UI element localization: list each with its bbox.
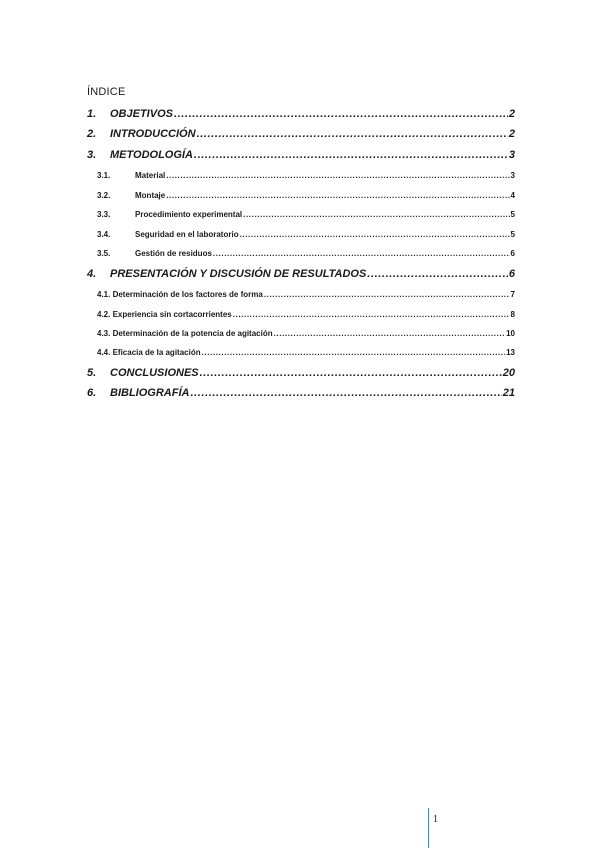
toc-heading: ÍNDICE xyxy=(87,86,126,98)
toc-entry-number: 3.2. xyxy=(97,191,111,200)
toc-entry-eficacia-agitacion[interactable] xyxy=(87,348,515,357)
toc-entry-number: 3.5. xyxy=(97,249,111,258)
toc-entry-page: 7 xyxy=(510,290,515,299)
toc-entry-title: 4.4. Eficacia de la agitación xyxy=(97,348,201,357)
toc-entry-page: 2 xyxy=(508,108,515,120)
toc-leader-dots xyxy=(274,329,505,338)
toc-entry-number: 4. xyxy=(87,268,97,280)
toc-entry-number: 3. xyxy=(87,149,97,161)
toc-entry-number: 5. xyxy=(87,367,97,379)
toc-entry-page: 6 xyxy=(508,268,515,280)
toc-entry-page: 13 xyxy=(506,348,515,357)
toc-entry-factores-forma[interactable] xyxy=(87,290,515,299)
toc-entry-seguridad[interactable] xyxy=(87,230,515,239)
toc-entry-title: 4.3. Determinación de la potencia de agitación xyxy=(97,329,273,338)
toc-leader-dots xyxy=(166,171,509,180)
toc-leader-dots xyxy=(264,290,510,299)
toc-entry-title: OBJETIVOS xyxy=(110,108,173,120)
toc-entry-title: METODOLOGÍA xyxy=(110,149,193,161)
toc-leader-dots xyxy=(367,268,508,280)
page-number: 1 xyxy=(433,814,438,825)
toc-entry-page: 10 xyxy=(506,329,515,338)
toc-entry-bibliografia[interactable] xyxy=(87,387,515,399)
toc-entry-page: 20 xyxy=(502,367,515,379)
toc-entry-residuos[interactable] xyxy=(87,249,515,258)
toc-leader-dots xyxy=(197,128,508,140)
toc-entry-page: 5 xyxy=(510,230,515,239)
toc-entry-title: Montaje xyxy=(135,191,166,200)
toc-entry-number: 3.1. xyxy=(97,171,111,180)
toc-entry-procedimiento[interactable] xyxy=(87,210,515,219)
toc-entry-material[interactable] xyxy=(87,171,515,180)
toc-leader-dots xyxy=(190,387,501,399)
toc-entry-title: Procedimiento experimental xyxy=(135,210,243,219)
toc-entry-metodologia[interactable] xyxy=(87,149,515,161)
toc-entry-number: 6. xyxy=(87,387,97,399)
toc-leader-dots xyxy=(200,367,502,379)
toc-entry-page: 8 xyxy=(510,310,515,319)
toc-entry-number: 1. xyxy=(87,108,97,120)
toc-entry-montaje[interactable] xyxy=(87,191,515,200)
toc-leader-dots xyxy=(174,108,508,120)
toc-leader-dots xyxy=(202,348,505,357)
toc-leader-dots xyxy=(240,230,510,239)
toc-entry-title: Material xyxy=(135,171,166,180)
toc-entry-title: CONCLUSIONES xyxy=(110,367,199,379)
toc-entry-page: 2 xyxy=(508,128,515,140)
toc-entry-objetivos[interactable] xyxy=(87,108,515,120)
toc-entry-title: Gestión de residuos xyxy=(135,249,212,258)
toc-entry-title: BIBLIOGRAFÍA xyxy=(110,387,190,399)
toc-entry-page: 5 xyxy=(510,210,515,219)
toc-leader-dots xyxy=(213,249,510,258)
toc-entry-resultados[interactable] xyxy=(87,268,515,280)
toc-entry-title: 4.2. Experiencia sin cortacorrientes xyxy=(97,310,232,319)
toc-entry-sin-cortacorrientes[interactable] xyxy=(87,310,515,319)
toc-entry-conclusiones[interactable] xyxy=(87,367,515,379)
toc-entry-title: 4.1. Determinación de los factores de forma xyxy=(97,290,263,299)
toc-leader-dots xyxy=(243,210,509,219)
toc-entry-number: 3.4. xyxy=(97,230,111,239)
toc-leader-dots xyxy=(233,310,510,319)
toc-entry-page: 3 xyxy=(510,171,515,180)
toc-entry-page: 6 xyxy=(510,249,515,258)
toc-entry-page: 3 xyxy=(508,149,515,161)
toc-entry-page: 4 xyxy=(510,191,515,200)
toc-entry-number: 3.3. xyxy=(97,210,111,219)
toc-leader-dots xyxy=(166,191,509,200)
toc-entry-page: 21 xyxy=(502,387,515,399)
toc-entry-potencia-agitacion[interactable] xyxy=(87,329,515,338)
toc-entry-introduccion[interactable] xyxy=(87,128,515,140)
toc-entry-title: Seguridad en el laboratorio xyxy=(135,230,239,239)
toc-entry-number: 2. xyxy=(87,128,97,140)
toc-leader-dots xyxy=(194,149,508,161)
toc-entry-title: PRESENTACIÓN Y DISCUSIÓN DE RESULTADOS xyxy=(110,268,367,280)
page-number-rule xyxy=(428,808,429,848)
toc-entry-title: INTRODUCCIÓN xyxy=(110,128,196,140)
